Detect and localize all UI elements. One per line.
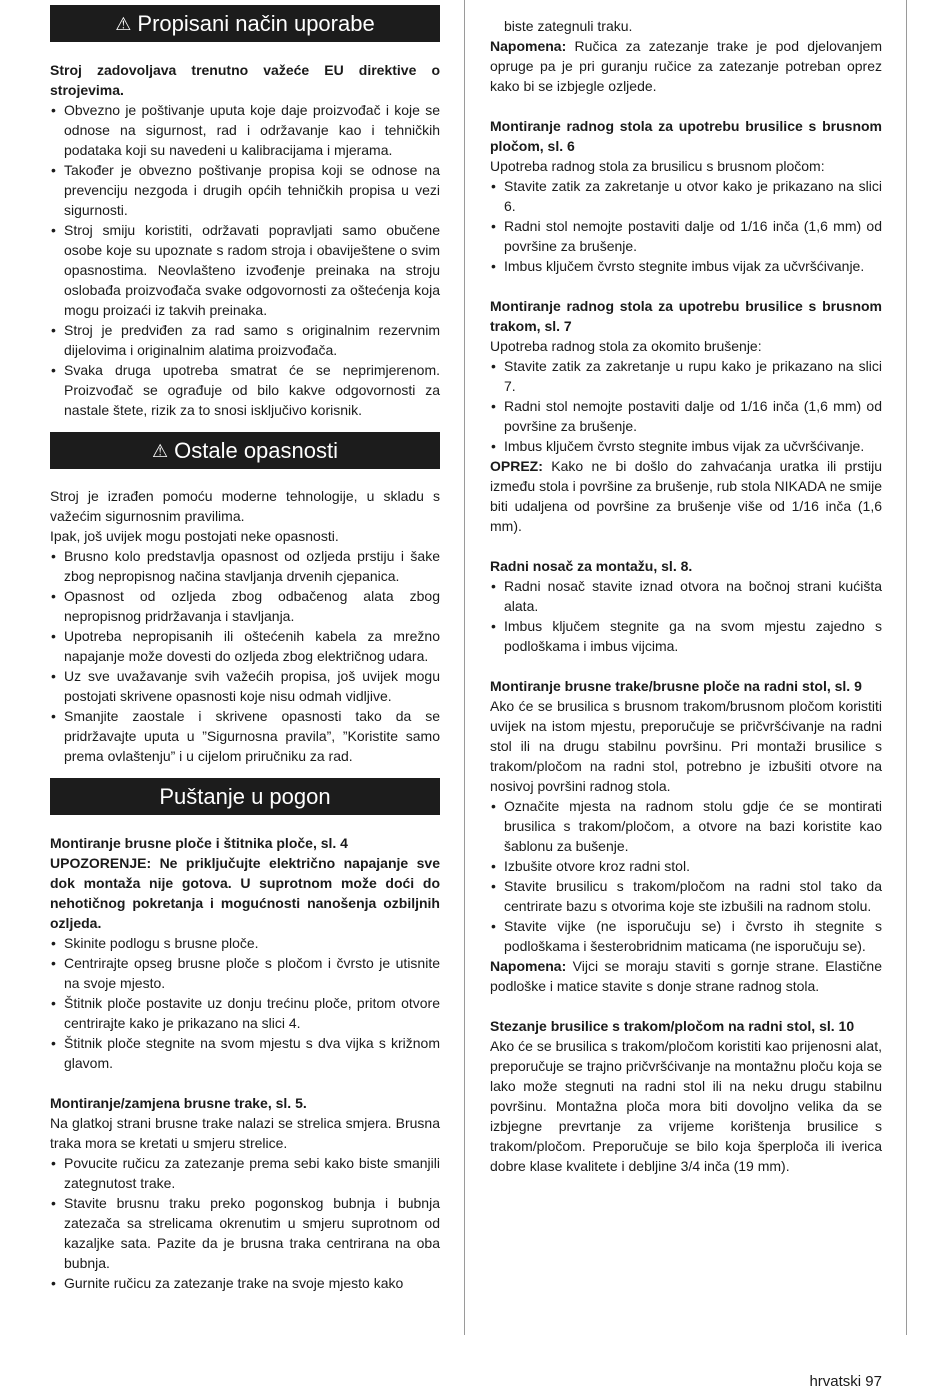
note-label: Napomena:	[490, 38, 567, 54]
list-montiranje-trake	[50, 1153, 440, 1293]
list-item: • Označite mjesta na radnom stolu gdje će se montirati brusilica s trakom/pločom, a otvore na bazi koristite kao šablonu za bušenje.	[490, 796, 882, 856]
list-item: • Radni stol nemojte postaviti dalje od 1/16 inča (1,6 mm) od površine za brušenje.	[490, 216, 882, 256]
list-item: • Imbus ključem čvrsto stegnite imbus vijak za učvršćivanje.	[490, 436, 882, 456]
column-divider	[464, 0, 465, 1335]
note-label: Napomena:	[490, 958, 567, 974]
list-item: • Opasnost od ozljeda zbog odbačenog alata zbog nepropisnog pridržavanja i stavljanja.	[50, 586, 440, 626]
list-item: • Radni stol nemojte postaviti dalje od 1/16 inča (1,6 mm) od površine za brušenje.	[490, 396, 882, 436]
subheading: Montiranje brusne ploče i štitnika ploče, sl. 4	[50, 835, 348, 851]
list-item: • Stavite zatik za zakretanje u rupu kako je prikazano na slici 7.	[490, 356, 882, 396]
subheading: Montiranje/zamjena brusne trake, sl. 5.	[50, 1095, 307, 1111]
note-paragraph: Napomena: Ručica za zatezanje trake je pod djelovanjem opruge pa je pri guranju ručice za zatezanje potreban oprez kako bi se izbjegle ozljede.	[490, 38, 882, 94]
note-paragraph: Napomena: Vijci se moraju staviti s gornje strane. Elastične podloške i matice stavite s donje strane radnog stola.	[490, 958, 882, 994]
left-column	[50, 5, 440, 1293]
list-item: • Smanjite zaostale i skrivene opasnosti tako da se pridržavajte uputa u ”Sigurnosna pravila”, ”Koristite samo prema ovlaštenju” i u cijelom priručniku za rad.	[50, 706, 440, 766]
list-item: • Stavite vijke (ne isporučuju se) i čvrsto ih stegnite s podloškama i šesterobridnim maticama (ne isporučuju se).	[490, 916, 882, 956]
caution-label: OPREZ:	[490, 458, 543, 474]
list-item: • Štitnik ploče stegnite na svom mjestu s dva vijka s križnom glavom.	[50, 1033, 440, 1073]
list-item: • Povucite ručicu za zatezanje prema sebi kako biste smanjili zategnutost trake.	[50, 1153, 440, 1193]
list-radni-stol	[490, 796, 882, 956]
paragraph: Upotreba radnog stola za brusilicu s brusnom pločom:	[490, 158, 825, 174]
paragraph: Ipak, još uvijek mogu postojati neke opasnosti.	[50, 528, 339, 544]
list-item: • Brusno kolo predstavlja opasnost od ozljeda prstiju i šake zbog nepropisnog načina stavljanja drvenih cjepanica.	[50, 546, 440, 586]
list-propisani	[50, 100, 440, 420]
list-continuation	[490, 16, 882, 36]
list-item: • Imbus ključem čvrsto stegnite imbus vijak za učvršćivanje.	[490, 256, 882, 276]
subheading: Montiranje radnog stola za upotrebu brusilice s brusnom pločom, sl. 6	[490, 118, 882, 154]
subheading: Montiranje radnog stola za upotrebu brusilice s brusnom trakom, sl. 7	[490, 298, 882, 334]
paragraph: Stroj je izrađen pomoću moderne tehnologije, u skladu s važećim sigurnosnim pravilima.	[50, 488, 440, 524]
section-banner-pustanje: Puštanje u pogon	[50, 778, 440, 815]
list-stol-ploca	[490, 176, 882, 276]
subheading: Montiranje brusne trake/brusne ploče na radni stol, sl. 9	[490, 678, 862, 694]
list-item-continued: biste zategnuli traku.	[504, 18, 633, 34]
list-item: • Stroj je predviđen za rad samo s originalnim rezervnim dijelovima i originalnim alatima proizvođača.	[50, 320, 440, 360]
paragraph: Ako će se brusilica s trakom/pločom koristiti kao prijenosni alat, preporučuje se trajno pričvršćivanje na montažnu ploču koja se lako može stegnuti na radni stol ili na neku drugu stabilnu površinu. Montažna ploča mora biti dovoljno velika da se izbjegne prevrtanje za vrijeme korištenja brusilice s trakom/pločom. Preporučuje se bilo koja šperploča ili iverica dobre klase kvalitete i debljine 3/4 inča (19 mm).	[490, 1038, 882, 1174]
warning-triangle-icon: ⚠	[115, 14, 132, 34]
list-item: • Također je obvezno poštivanje propisa koji se odnose na prevenciju nezgoda i drugih općih tehničkih propisa u vezi sigurnosti.	[50, 160, 440, 220]
list-nosac	[490, 576, 882, 656]
paragraph: Na glatkoj strani brusne trake nalazi se strelica smjera. Brusna traka mora se kretati u smjeru strelice.	[50, 1115, 440, 1151]
section-intro: Stroj zadovoljava trenutno važeće EU direktive o strojevima.	[50, 62, 440, 98]
list-item: • Stroj smiju koristiti, održavati popravljati samo obučene osobe koje su upoznate s radom stroja i obaviještene o svim opasnostima. Neovlašteno izvođenje preinaka na stroju oslobađa proizvođača svake odgovornosti za oštećenja koja mogu proizaći iz takvih preinaka.	[50, 220, 440, 320]
subheading: Radni nosač za montažu, sl. 8.	[490, 558, 693, 574]
list-ostale	[50, 546, 440, 766]
list-item: • Stavite brusnu traku preko pogonskog bubnja i bubnja zatezača sa strelicama okrenutim u smjeru suprotnom od kazaljke sata. Pazite da je brusna traka centrirana na oba bubnja.	[50, 1193, 440, 1273]
list-item: • Imbus ključem stegnite ga na svom mjestu zajedno s podloškama i imbus vijcima.	[490, 616, 882, 656]
list-item: • Svaka druga upotreba smatrat će se neprimjerenom. Proizvođač se ograđuje od bilo kakve odgovornosti za nastale štete, rizik za to snosi isključivo korisnik.	[50, 360, 440, 420]
list-item: • Upotreba nepropisanih ili oštećenih kabela za mrežno napajanje može dovesti do ozljeda zbog električnog udara.	[50, 626, 440, 666]
list-item: • Obvezno je poštivanje uputa koje daje proizvođač i koje se odnose na sigurnost, rad i održavanje kao i tehničkih podataka koji su navedeni u kalibracijama i mjerama.	[50, 100, 440, 160]
warning-triangle-icon: ⚠	[151, 441, 169, 461]
list-item: • Gurnite ručicu za zatezanje trake na svoje mjesto kako	[50, 1273, 440, 1293]
right-column	[490, 16, 882, 1176]
list-item: • Skinite podlogu s brusne ploče.	[50, 933, 440, 953]
warning-text: UPOZORENJE: Ne priključujte električno napajanje sve dok montaža nije gotova. U suprotnom može doći do nehotičnog pokretanja i mogućnosti nanošenja ozbiljnih ozljeda.	[50, 855, 440, 931]
list-montiranje-ploce	[50, 933, 440, 1073]
list-item: • Izbušite otvore kroz radni stol.	[490, 856, 882, 876]
list-item: • Stavite zatik za zakretanje u otvor kako je prikazano na slici 6.	[490, 176, 882, 216]
subheading: Stezanje brusilice s trakom/pločom na radni stol, sl. 10	[490, 1018, 855, 1034]
caution-paragraph: OPREZ: Kako ne bi došlo do zahvaćanja uratka ili prstiju između stola i površine za brušenje, rub stola NIKADA ne smije biti udaljena od površine za brušenje više od 1/16 inča (1,6 mm).	[490, 458, 882, 534]
list-item: • Uz sve uvažavanje svih važećih propisa, još uvijek mogu postojati skrivene opasnosti koje nisu odmah vidljive.	[50, 666, 440, 706]
paragraph: Upotreba radnog stola za okomito brušenje:	[490, 338, 762, 354]
list-item: • Radni nosač stavite iznad otvora na bočnoj strani kućišta alata.	[490, 576, 882, 616]
page-footer: hrvatski 97	[809, 1373, 882, 1390]
paragraph: Ako će se brusilica s brusnom trakom/brusnom pločom koristiti uvijek na istom mjestu, preporučuje se pričvršćivanje na radni stol ili na drugu stabilnu površinu. Pri montaži brusilice s trakom/pločom na radni stol, potrebno je izbušiti otvore na nosivoj površini radnog stola.	[490, 698, 882, 794]
page-edge-rule	[906, 0, 907, 1335]
list-item: • Centrirajte opseg brusne ploče s pločom i čvrsto je utisnite na svoje mjesto.	[50, 953, 440, 993]
section-banner-ostale: ⚠ Ostale opasnosti	[50, 432, 440, 469]
list-item: • Štitnik ploče postavite uz donju trećinu ploče, pritom otvore centrirajte kako je prikazano na slici 4.	[50, 993, 440, 1033]
section-banner-propisani: ⚠ Propisani način uporabe	[50, 5, 440, 42]
list-stol-traka	[490, 356, 882, 456]
list-item: • Stavite brusilicu s trakom/pločom na radni stol tako da centrirate bazu s otvorima koje ste izbušili na radnom stolu.	[490, 876, 882, 916]
